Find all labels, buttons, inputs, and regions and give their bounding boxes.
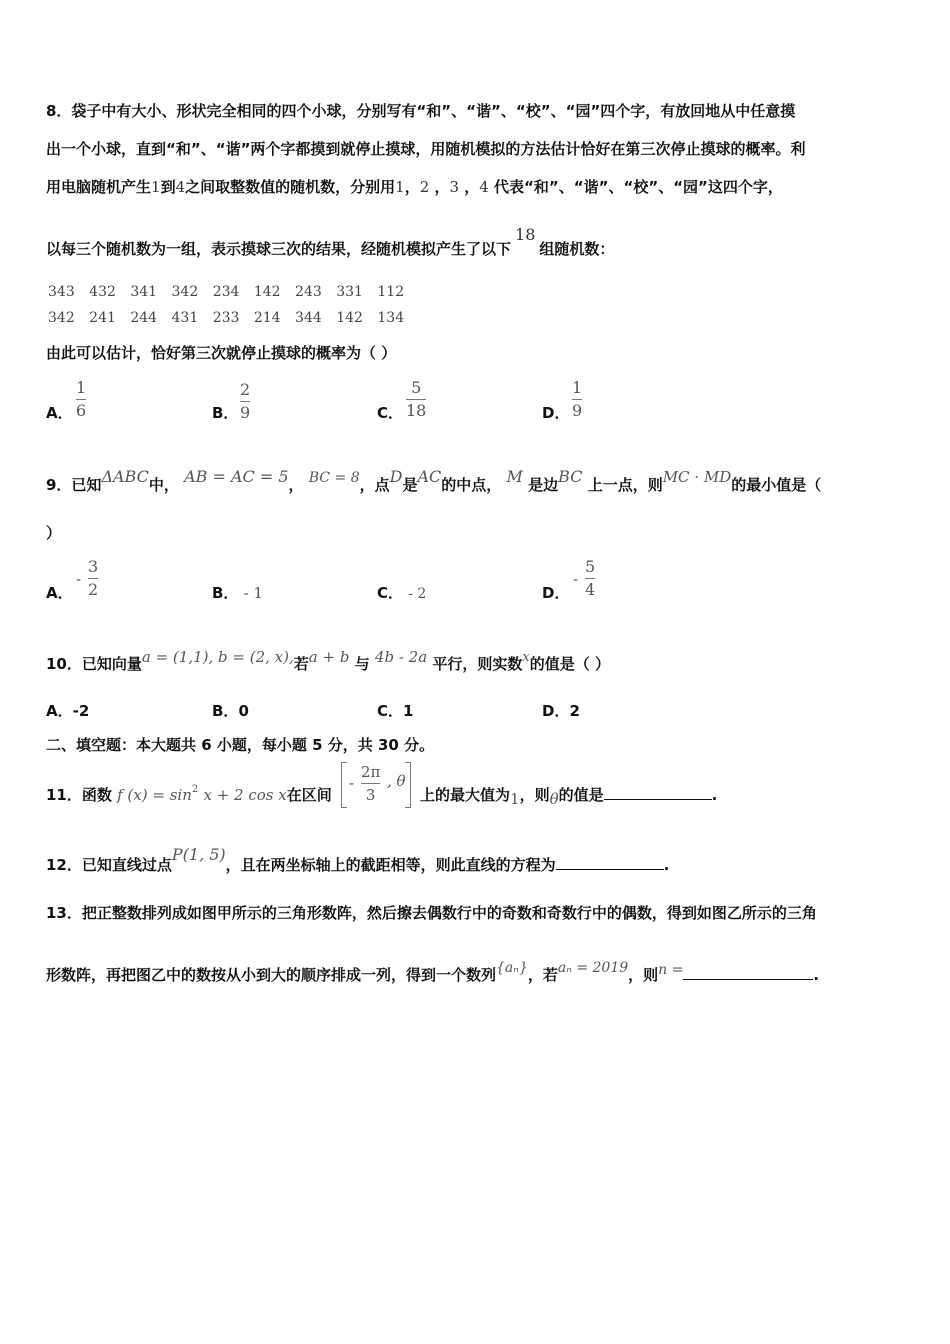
q8-text-4b: 组随机数： <box>539 240 615 258</box>
q9-point-d: D <box>389 467 403 486</box>
section-2-title: 二、填空题：本大题共 6 小题，每小题 5 分，共 30 分。 <box>46 736 435 754</box>
q12-point: P(1, 5) <box>171 845 226 864</box>
q8-random-row-2: 342 241 244 431 233 214 344 142 134 <box>48 310 405 326</box>
q9-option-d[interactable] <box>542 582 569 603</box>
q10-text-e: 的值是（ ） <box>529 655 610 673</box>
q10-option-c[interactable] <box>377 700 413 721</box>
q8-text-3c: 之间取整数值的随机数，分别用 <box>185 178 396 196</box>
q8-option-c[interactable] <box>377 402 403 423</box>
q12-line <box>46 845 916 876</box>
q11-answer-blank[interactable] <box>604 799 712 800</box>
option-label: D． <box>542 584 570 602</box>
numerator: 5 <box>585 557 596 576</box>
q8-option-d[interactable] <box>542 402 569 423</box>
q9-text-c: ， <box>288 476 304 494</box>
option-label: B． <box>212 702 239 720</box>
q9-dot-product: MC · MD <box>662 468 732 486</box>
denominator: 3 <box>365 786 376 804</box>
q9-text-g: 是边 <box>528 476 559 494</box>
q11-line-tail <box>420 784 900 806</box>
q9-text-b: 中， <box>148 476 179 494</box>
q11-text-b: 在区间 <box>286 786 332 804</box>
q12-end: . <box>663 856 670 874</box>
option-label: B． <box>212 404 239 422</box>
q11-max-value: 1 <box>510 790 520 808</box>
q13-sequence: {aₙ} <box>496 960 528 976</box>
q8-option-a[interactable] <box>46 402 73 423</box>
denominator: 6 <box>76 401 87 420</box>
q11-interval <box>341 762 413 808</box>
q8-line-4 <box>46 225 916 260</box>
q9-eq-ab-ac: AB = AC = 5 <box>184 467 289 486</box>
numerator: 1 <box>76 378 87 397</box>
numerator: 2π <box>361 763 381 781</box>
q9-option-a-fraction <box>88 557 98 600</box>
q9-option-d-sign: - <box>573 570 579 588</box>
q10-vectors: a = (1,1), b = (2, x), <box>141 648 294 666</box>
q13-text-c: ，则 <box>628 966 659 984</box>
q10-text-a: 10．已知向量 <box>46 655 142 673</box>
q11-function: f (x) = sin <box>117 786 192 804</box>
q10-option-b[interactable] <box>212 700 249 721</box>
denominator: 18 <box>406 401 427 420</box>
q8-num-1: 1 <box>151 178 161 196</box>
q11-theta: , θ <box>387 772 406 790</box>
q9-line-1 <box>46 467 916 497</box>
q9-close-paren: ） <box>46 524 62 542</box>
q10-x: x <box>522 650 530 665</box>
q8-text-2: 出一个小球，直到“和”、“谐”两个字都摸到就停止摸球，用随机模拟的方法估计恰好在第三次停止摸球的概率。利 <box>46 140 806 158</box>
q9-text-i: 的最小值是（ <box>731 476 822 494</box>
q8-text-3b: 到 <box>160 178 176 196</box>
option-label: A． <box>46 702 73 720</box>
option-label: A． <box>46 584 73 602</box>
q10-text-c: 与 <box>354 655 370 673</box>
q8-question: 由此可以估计，恰好第三次就停止摸球的概率为（ ） <box>46 344 397 362</box>
q9-triangle: ΔABC <box>101 467 149 486</box>
q8-num-4: 4 <box>175 178 186 196</box>
q11-function-tail: x + 2 cos x <box>203 786 287 804</box>
q8-line-3: 用电脑随机产生1到4之间取整数值的随机数，分别用1，2 ，3 ，4 代表“和”、“谐”、“校”、“园”这四个字， <box>46 178 783 196</box>
option-value: 2 <box>569 702 580 720</box>
q13-text-1: 13．把正整数排列成如图甲所示的三角形数阵，然后擦去偶数行中的奇数和奇数行中的偶数，得到如图乙所示的三角 <box>46 904 817 922</box>
q9-text-d: ，点 <box>359 476 390 494</box>
q8-digit-2: 2 <box>419 178 430 196</box>
q8-line-1 <box>46 100 916 122</box>
section-2-heading <box>46 734 916 756</box>
q8-text-1: 8．袋子中有大小、形状完全相同的四个小球，分别写有“和”、“谐”、“校”、“园”四个字，有放回地从中任意摸 <box>46 102 796 120</box>
q8-stem-end <box>46 342 916 364</box>
q10-sum: a + b <box>308 648 350 666</box>
q9-text-h: 上一点，则 <box>587 476 663 494</box>
q12-text-a: 12．已知直线过点 <box>46 856 172 874</box>
q11-theta-2: θ <box>549 790 559 808</box>
q8-digit-1: 1 <box>395 178 405 196</box>
q12-text-b: ，且在两坐标轴上的截距相等，则此直线的方程为 <box>225 856 556 874</box>
q9-line-2 <box>46 522 916 544</box>
q11-text-e: 的值是 <box>558 786 604 804</box>
denominator: 2 <box>88 580 99 599</box>
option-label: C． <box>377 584 404 602</box>
q9-option-b[interactable] <box>212 582 263 603</box>
q13-answer-blank[interactable] <box>683 979 813 980</box>
q12-answer-blank[interactable] <box>556 869 664 870</box>
q8-count-18: 18 <box>515 225 536 244</box>
numerator: 2 <box>240 380 251 399</box>
q9-eq-bc: BC = 8 <box>308 470 360 486</box>
q9-text-a: 9．已知 <box>46 476 102 494</box>
option-label: C． <box>377 404 404 422</box>
q9-point-m: M <box>506 467 523 486</box>
q8-text-3a: 用电脑随机产生 <box>46 178 152 196</box>
q9-segment-ac: AC <box>417 467 442 486</box>
q11-right-bracket <box>405 762 411 808</box>
denominator: 9 <box>240 403 251 422</box>
q8-option-c-fraction <box>406 378 426 421</box>
option-label: B． <box>212 584 239 602</box>
q8-option-d-fraction <box>572 378 582 421</box>
q9-option-a[interactable] <box>46 582 73 603</box>
denominator: 9 <box>572 401 583 420</box>
q11-neg-sign: - <box>349 774 355 792</box>
q11-square: 2 <box>191 784 199 795</box>
q8-random-row-1: 343 432 341 342 234 142 243 331 112 <box>48 284 405 300</box>
q8-digit-3: 3 <box>449 178 460 196</box>
q13-end: . <box>813 966 820 984</box>
q9-option-d-fraction <box>585 557 595 600</box>
numerator: 1 <box>572 378 583 397</box>
q13-n: n = <box>658 962 684 978</box>
option-value: 1 <box>403 702 414 720</box>
q8-text-3d: 代表“和”、“谐”、“校”、“园”这四个字， <box>494 178 783 196</box>
option-value: - 2 <box>408 586 427 602</box>
q8-option-a-fraction <box>76 378 86 421</box>
q13-an-value: aₙ = 2019 <box>557 960 629 976</box>
q10-option-d[interactable] <box>542 700 580 721</box>
q13-text-b: ，若 <box>527 966 558 984</box>
q8-text-4a: 以每三个随机数为一组，表示摸球三次的结果，经随机模拟产生了以下 <box>46 240 512 258</box>
denominator: 4 <box>585 580 596 599</box>
q11-left-bracket <box>341 762 347 808</box>
option-value: 0 <box>238 702 249 720</box>
option-label: A． <box>46 404 73 422</box>
option-label: D． <box>542 702 570 720</box>
q11-fraction <box>361 762 380 805</box>
numerator: 5 <box>411 378 422 397</box>
q9-option-c[interactable] <box>377 582 426 603</box>
q13-text-a: 形数阵，再把图乙中的数按从小到大的顺序排成一列，得到一个数列 <box>46 966 497 984</box>
q9-text-f: 的中点， <box>441 476 502 494</box>
q11-end: . <box>711 786 718 804</box>
q8-digit-4: 4 <box>479 178 489 196</box>
q8-option-b[interactable] <box>212 402 238 423</box>
q11-text-a: 11．函数 <box>46 786 112 804</box>
q8-option-b-fraction <box>240 380 250 423</box>
numerator: 3 <box>88 557 99 576</box>
q10-text-d: 平行，则实数 <box>432 655 523 673</box>
q10-diff: 4b - 2a <box>374 648 428 666</box>
q9-option-a-sign: - <box>76 570 82 588</box>
option-value: - 1 <box>243 584 264 602</box>
q11-text-d: ，则 <box>519 786 550 804</box>
q8-line-2 <box>46 138 916 160</box>
q10-line <box>46 648 916 677</box>
q11-text-c: 上的最大值为 <box>420 786 511 804</box>
q9-text-e: 是 <box>402 476 418 494</box>
q10-option-a[interactable] <box>46 700 89 721</box>
q10-text-b: 若 <box>293 655 309 673</box>
q9-segment-bc: BC <box>558 467 583 486</box>
option-label: C． <box>377 702 404 720</box>
option-label: D． <box>542 404 570 422</box>
option-value: -2 <box>72 702 90 720</box>
q13-line-2 <box>46 960 916 987</box>
q13-line-1 <box>46 902 916 924</box>
